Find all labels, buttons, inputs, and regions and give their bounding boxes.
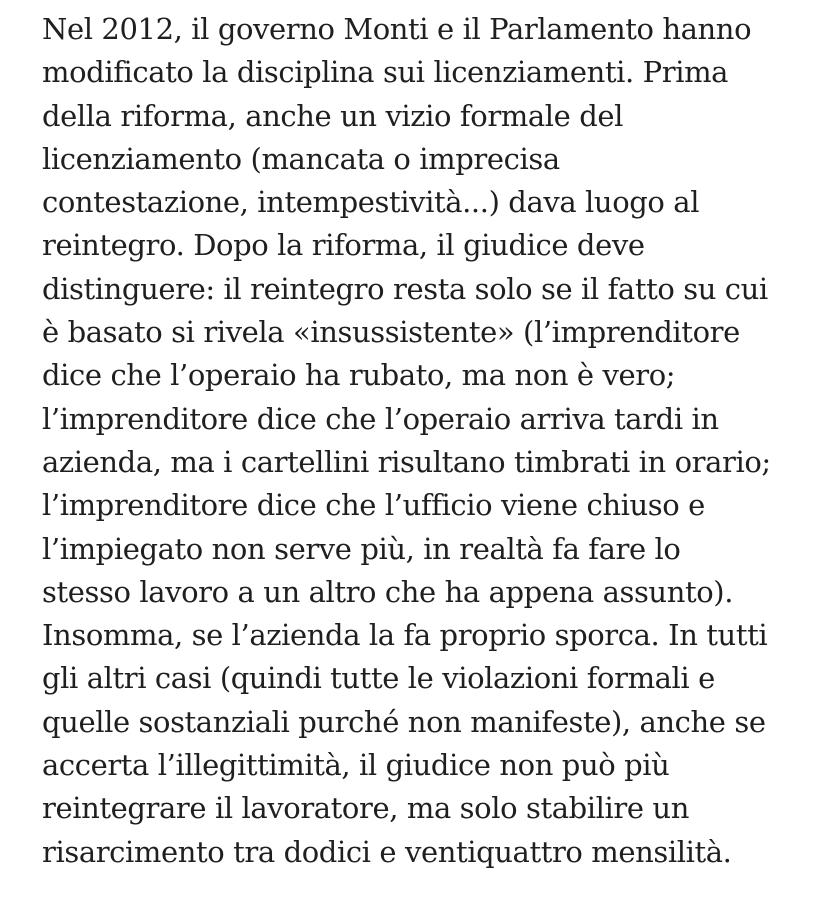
- text-line: Nel 2012, il governo Monti e il Parlamento hanno: [42, 12, 752, 46]
- text-line: della riforma, anche un vizio formale del: [42, 98, 624, 133]
- text-line: quelle sostanziali purché non manifeste), anche se: [42, 704, 766, 739]
- text-line: accerta l’illegittimità, il giudice non può più: [42, 748, 670, 783]
- text-line: reintegro. Dopo la riforma, il giudice deve: [42, 228, 645, 263]
- text-line: distinguere: il reintegro resta solo se il fatto su cui: [42, 271, 768, 306]
- text-line: è basato si rivela «insussistente» (l’imprenditore: [42, 315, 740, 350]
- text-line: dice che l’operaio ha rubato, ma non è vero;: [42, 358, 676, 393]
- text-line: reintegrare il lavoratore, ma solo stabilire un: [42, 791, 689, 826]
- text-line: risarcimento tra dodici e ventiquattro mensilità.: [42, 834, 732, 869]
- text-line: azienda, ma i cartellini risultano timbrati in orario;: [42, 444, 771, 479]
- text-line: l’impiegato non serve più, in realtà fa fare lo: [42, 531, 681, 566]
- text-line: l’imprenditore dice che l’ufficio viene chiuso e: [42, 488, 705, 523]
- article-paragraph: [42, 8, 822, 874]
- text-line: l’imprenditore dice che l’operaio arriva tardi in: [42, 401, 719, 436]
- text-line: Insomma, se l’azienda la fa proprio sporca. In tutti: [42, 618, 768, 653]
- text-line: stesso lavoro a un altro che ha appena assunto).: [42, 574, 734, 609]
- text-line: modificato la disciplina sui licenziamenti. Prima: [42, 55, 729, 90]
- text-line: contestazione, intempestività...) dava luogo al: [42, 185, 700, 220]
- text-line: licenziamento (mancata o imprecisa: [42, 141, 560, 176]
- text-line: gli altri casi (quindi tutte le violazioni formali e: [42, 661, 715, 696]
